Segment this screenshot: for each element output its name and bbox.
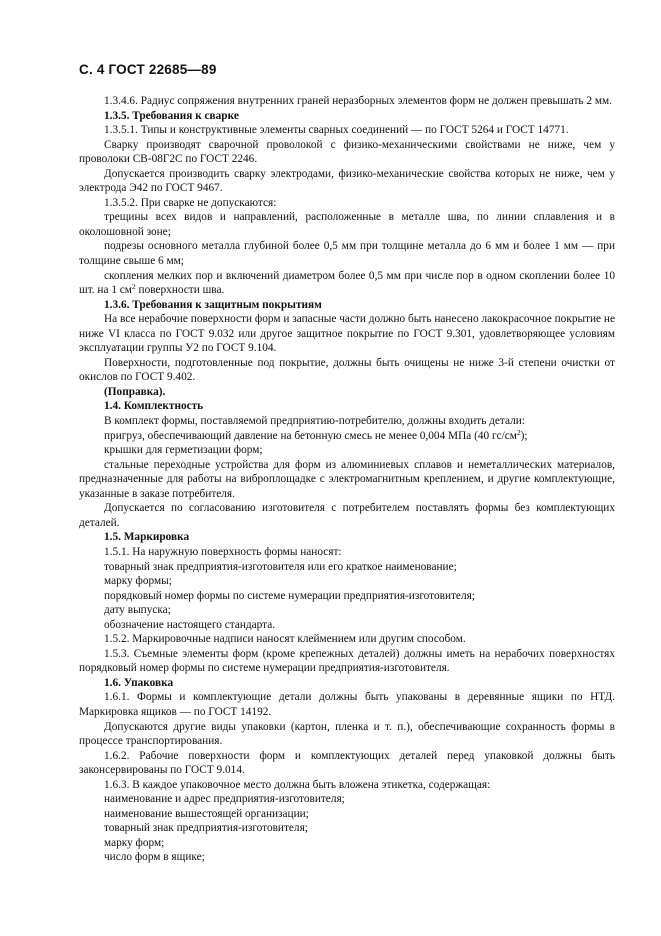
paragraph-allowed: Допускается по согласованию изготовителя с потребителем поставлять формы без комплектующих деталей. bbox=[79, 502, 615, 529]
weight-superscript: 2 bbox=[516, 427, 521, 437]
paragraph-mark-form: марку формы; bbox=[104, 575, 172, 588]
pores-text: скопления мелких пор и включений диаметром более 0,5 мм при числе пор в одном скоплении более 10 шт. на 1 см bbox=[79, 269, 615, 297]
clause-1-6-1: 1.6.1. Формы и комплектующие детали должны быть упакованы в деревянные ящики по НТД. Маркировка ящиков — по ГОСТ 14192. bbox=[79, 691, 615, 718]
pores-superscript: 2 bbox=[131, 282, 136, 292]
clause-1-6-3: 1.6.3. В каждое упаковочное место должна быть вложена этикетка, содержащая: bbox=[104, 778, 491, 791]
section-heading-1-3-5: 1.3.5. Требования к сварке bbox=[104, 109, 239, 122]
clause-1-3-5-1: 1.3.5.1. Типы и конструктивные элементы сварных соединений — по ГОСТ 5264 и ГОСТ 14771. bbox=[104, 124, 569, 137]
paragraph-complete-set: В комплект формы, поставляемой предприятию-потребителю, должны входить детали: bbox=[104, 415, 525, 428]
paragraph-other-packaging: Допускаются другие виды упаковки (картон, пленка и т. п.), обеспечивающие сохранность формы в процессе транспортирования. bbox=[79, 720, 615, 748]
paragraph-date: дату выпуска; bbox=[104, 604, 171, 617]
amendment-note: (Поправка). bbox=[104, 385, 166, 398]
pores-tail: поверхности шва. bbox=[135, 284, 225, 297]
weight-text: пригруз, обеспечивающий давление на бетонную смесь не менее 0,004 МПа (40 гс/см bbox=[104, 429, 517, 442]
document-body bbox=[79, 94, 615, 865]
paragraph-cracks: трещины всех видов и направлений, расположенные в металле шва, по линии сплавления и в околошовной зоне; bbox=[79, 211, 615, 238]
paragraph-trademark-label: товарный знак предприятия-изготовителя; bbox=[104, 822, 308, 835]
paragraph-coating: На все нерабочие поверхности форм и запасные части должно быть нанесено лакокрасочное покрытие не ниже VI класса по ГОСТ 9.032 или другое защитное покрытие по ГОСТ 9.301, удовлетворяющее условиям эксплуатации группы У2 по ГОСТ 9.104. bbox=[79, 313, 615, 355]
clause-1-5-1: 1.5.1. На наружную поверхность формы наносят: bbox=[104, 545, 342, 558]
page-header: С. 4 ГОСТ 22685—89 bbox=[79, 62, 217, 77]
clause-1-3-5-2: 1.3.5.2. При сварке не допускаются: bbox=[104, 196, 277, 209]
paragraph-weight bbox=[79, 429, 615, 444]
clause-1-3-4-6: 1.3.4.6. Радиус сопряжения внутренних граней неразборных элементов форм не должен превышать 2 мм. bbox=[104, 95, 612, 107]
clause-1-5-3: 1.5.3. Съемные элементы форм (кроме крепежных деталей) должны иметь на нерабочих поверхностях порядковый номер формы по системе нумерации предприятия-изготовителя. bbox=[79, 647, 615, 675]
section-heading-1-3-6: 1.3.6. Требования к защитным покрытиям bbox=[104, 298, 322, 311]
paragraph-electrodes: Допускается производить сварку электродами, физико-механические свойства которых не ниже, чем у электрода Э42 по ГОСТ 9467. bbox=[79, 167, 615, 195]
paragraph-undercuts: подрезы основного металла глубиной более 0,5 мм при толщине металла до 6 мм и более 1 мм — при толщине свыше 6 мм; bbox=[79, 240, 615, 268]
paragraph-standard: обозначение настоящего стандарта. bbox=[104, 618, 276, 631]
paragraph-higher-organization: наименование вышестоящей организации; bbox=[104, 807, 309, 820]
weight-tail: ); bbox=[520, 429, 528, 442]
paragraph-adapters: стальные переходные устройства для форм из алюминиевых сплавов и неметаллических материалов, предназначенные для работы на виброплощадке с электромагнитным креплением, и другие комплектующие, указанные в заказе потребителя. bbox=[79, 458, 615, 500]
clause-1-6-2: 1.6.2. Рабочие поверхности форм и комплектующих деталей перед упаковкой должны быть законсервированы по ГОСТ 9.014. bbox=[79, 749, 615, 777]
section-heading-1-6: 1.6. Упаковка bbox=[104, 676, 174, 689]
paragraph-trademark: товарный знак предприятия-изготовителя или его краткое наименование; bbox=[104, 560, 457, 573]
section-heading-1-4: 1.4. Комплектность bbox=[104, 400, 204, 413]
paragraph-mark-forms: марку форм; bbox=[104, 836, 165, 849]
paragraph-form-count: число форм в ящике; bbox=[104, 851, 205, 864]
clause-1-5-2: 1.5.2. Маркировочные надписи наносят клеймением или другим способом. bbox=[104, 633, 466, 646]
paragraph-surfaces: Поверхности, подготовленные под покрытие, должны быть очищены не ниже 3-й степени очистки от окислов по ГОСТ 9.402. bbox=[79, 356, 615, 384]
paragraph-welding-wire: Сварку производят сварочной проволокой с физико-механическими свойствами не ниже, чем у проволоки СВ-08Г2С по ГОСТ 2246. bbox=[79, 138, 615, 166]
paragraph-pores bbox=[79, 269, 615, 298]
paragraph-covers: крышки для герметизации форм; bbox=[104, 444, 263, 457]
paragraph-serial: порядковый номер формы по системе нумерации предприятия-изготовителя; bbox=[104, 589, 475, 602]
paragraph-name-address: наименование и адрес предприятия-изготовителя; bbox=[104, 793, 345, 806]
section-heading-1-5: 1.5. Маркировка bbox=[104, 531, 190, 544]
